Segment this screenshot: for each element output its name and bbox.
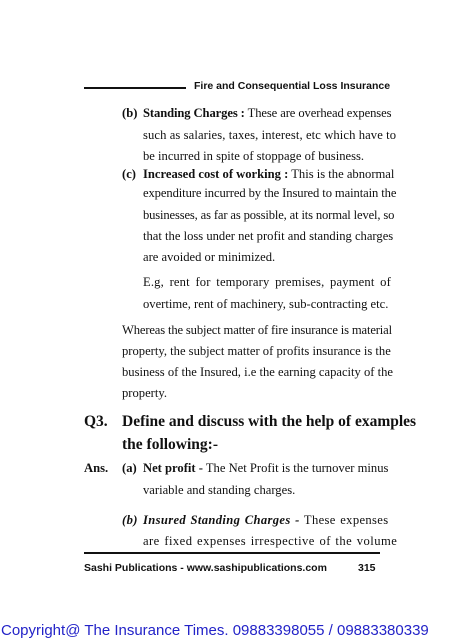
- paragraph-line-1: Whereas the subject matter of fire insurance is material: [122, 323, 392, 337]
- answer-a-marker: (a): [122, 461, 137, 475]
- item-c-line-4: that the loss under net profit and standing charges: [143, 229, 394, 243]
- paragraph-line-2: property, the subject matter of profits insurance is the: [122, 344, 391, 358]
- item-c-line-1: [143, 166, 394, 182]
- copyright-watermark: Copyright@ The Insurance Times. 09883398055 / 09883380339: [1, 622, 429, 639]
- header-rule: [84, 87, 186, 89]
- answer-b-term: Insured Standing Charges -: [143, 513, 300, 527]
- answer-b-line-1: [143, 512, 389, 528]
- answer-b-line-2: are fixed expenses irrespective of the volume: [143, 534, 398, 548]
- answer-b-definition: These expenses: [299, 513, 389, 527]
- item-b-marker: (b): [122, 106, 138, 120]
- answer-a-definition: The Net Profit is the turnover minus: [202, 461, 389, 475]
- question-line-2: the following:-: [122, 436, 219, 453]
- item-c-line-3: businesses, as far as possible, at its normal level, so: [143, 208, 395, 222]
- paragraph-line-4: property.: [122, 386, 167, 400]
- item-c-line-5: are avoided or minimized.: [143, 250, 276, 264]
- item-b-term: Standing Charges :: [143, 106, 245, 120]
- page-number: 315: [358, 562, 376, 574]
- item-b-line-3: be incurred in spite of stoppage of business.: [143, 149, 365, 163]
- answer-a-line-1: [143, 460, 388, 476]
- paragraph-line-3: business of the Insured, i.e the earning capacity of the: [122, 365, 394, 379]
- item-b-line-1: [143, 105, 391, 121]
- item-c-marker: (c): [122, 167, 136, 181]
- answer-label: Ans.: [84, 461, 109, 475]
- header-title: Fire and Consequential Loss Insurance: [194, 80, 391, 92]
- question-line-1: Define and discuss with the help of examples: [122, 413, 417, 430]
- item-c-definition: This is the abnormal: [288, 167, 395, 181]
- answer-b-marker: (b): [122, 513, 138, 527]
- item-b-line-2: such as salaries, taxes, interest, etc which have to: [143, 128, 397, 142]
- footer-publisher: Sashi Publications - www.sashipublications.com: [84, 562, 327, 574]
- item-b-definition: These are overhead expenses: [244, 106, 392, 120]
- item-c-line-2: expenditure incurred by the Insured to maintain the: [143, 186, 397, 200]
- answer-a-line-2: variable and standing charges.: [143, 483, 296, 497]
- footer-rule: [84, 552, 380, 554]
- question-label: Q3.: [84, 413, 108, 430]
- item-c-term: Increased cost of working :: [143, 167, 289, 181]
- example-line-2: overtime, rent of machinery, sub-contracting etc.: [143, 297, 389, 311]
- example-line-1: E.g, rent for temporary premises, payment of: [143, 275, 391, 289]
- answer-a-term: Net profit -: [143, 461, 203, 475]
